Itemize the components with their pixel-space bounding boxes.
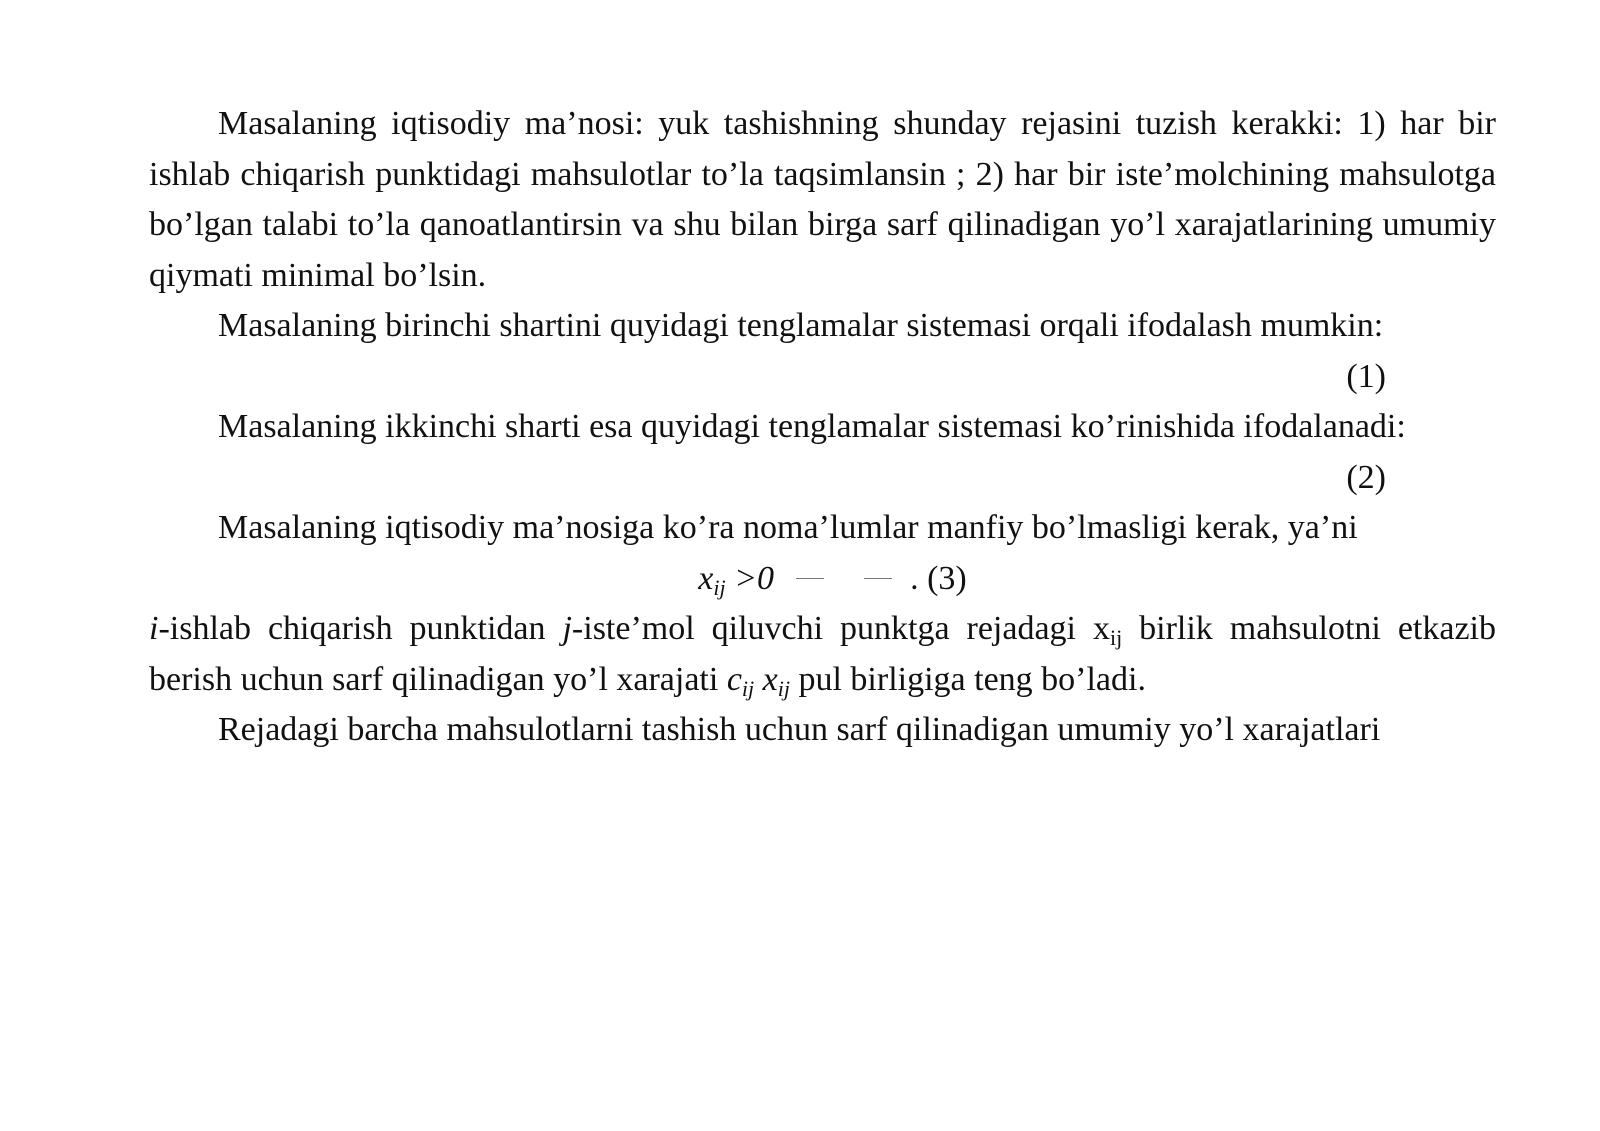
formula-variable: x [698,559,714,597]
text-fragment: -iste’mol qiluvchi punktga rejadagi x [571,610,1110,647]
subscript: ij [777,675,790,701]
equation-number-1: (1) [1346,357,1386,395]
variable-x: x [762,660,778,698]
paragraph-first-condition: Masalaning birinchi shartini quyidagi tenglamalar sistemasi orqali ifodalash mumkin: [218,307,1384,344]
formula-placeholder-dash [864,578,892,579]
formula-relation: >0 [725,559,775,597]
text-fragment: birlik mahsulotni etkazib berish uchun sarf qilinadigan yo’l xarajati [149,610,1496,698]
equation-number-2: (2) [1346,458,1386,496]
formula-placeholder-dash [796,578,824,579]
text-fragment: pul birligiga teng bo’ladi. [789,660,1146,698]
formula-3 [149,554,1496,605]
paragraph-cost-definition [149,604,1496,705]
document-page [149,99,1496,756]
formula-subscript: ij [713,574,726,600]
paragraph-nonnegativity: Masalaning iqtisodiy ma’nosiga ko’ra noma’lumlar manfiy bo’lmasligi kerak, ya’ni [218,509,1358,546]
index-i: i [149,610,159,647]
paragraph-total-cost: Rejadagi barcha mahsulotlarni tashish uchun sarf qilinadigan umumiy yo’l xarajatlari [218,711,1381,748]
variable-c: c [726,660,742,698]
subscript: ij [1109,625,1123,650]
formula-tail: . (3) [910,559,967,597]
text-fragment: -ishlab chiqarish punktidan [158,610,563,647]
paragraph-second-condition: Masalaning ikkinchi sharti esa quyidagi tenglamalar sistemasi ko’rinishida ifodalanadi: [218,408,1406,445]
paragraph-economic-meaning: Masalaning iqtisodiy ma’nosi: yuk tashishning shunday rejasini tuzish kerakki: 1) har bir ishlab chiqarish punktidagi mahsulotlar to’la taqsimlansin ; 2) har bir iste’molchining mahsulotga bo’lgan talabi to’la qanoatlantirsin va shu bilan birga sarf qilinadigan yo’l xarajatlarining umumiy qiymati minimal bo’lsin. [149,105,1496,294]
index-j: j [562,610,572,647]
subscript: ij [741,675,755,701]
